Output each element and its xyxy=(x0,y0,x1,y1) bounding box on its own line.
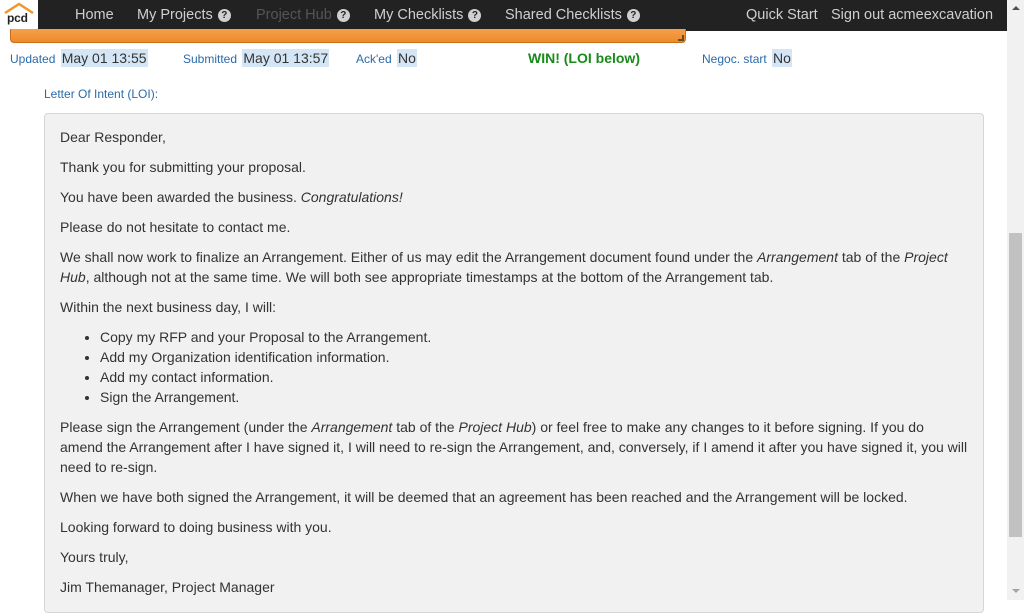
letter-p4-c: , although not at the same time. We will both see appropriate timestamps at the bottom of the Arrangement tab. xyxy=(85,269,774,285)
updated-label: Updated xyxy=(10,52,56,66)
orange-progress-bar xyxy=(10,29,686,43)
list-item: • Add my contact information. xyxy=(100,367,968,387)
letter-p2-em: Congratulations! xyxy=(300,189,403,205)
vertical-scrollbar[interactable] xyxy=(1007,0,1024,600)
submitted-label: Submitted xyxy=(183,52,238,66)
list-item: • Add my Organization identification information. xyxy=(100,347,968,367)
negoc-label: Negoc. start xyxy=(702,52,767,66)
letter-action-list xyxy=(100,327,968,407)
status-submitted xyxy=(183,49,329,69)
letter-p6-em2: Project Hub xyxy=(458,419,532,435)
help-icon[interactable]: ? xyxy=(468,9,481,22)
nav-my-checklists[interactable] xyxy=(374,0,481,31)
scroll-down-button[interactable] xyxy=(1007,583,1024,600)
nav-home[interactable] xyxy=(75,0,114,31)
letter-p4-a: We shall now work to finalize an Arrangement. Either of us may edit the Arrangement document found under the xyxy=(60,249,758,265)
letter-p4-em2: Project Hub xyxy=(60,249,948,285)
status-acked xyxy=(356,49,417,69)
list-item: • Sign the Arrangement. xyxy=(100,387,968,407)
letter-p6 xyxy=(60,417,968,477)
status-updated xyxy=(10,49,148,69)
nav-my-projects[interactable] xyxy=(137,0,231,31)
nav-home-label: Home xyxy=(75,7,114,23)
logo-text: pcd xyxy=(7,11,28,25)
resize-grip-icon[interactable] xyxy=(678,35,684,41)
letter-p6-b: tab of the xyxy=(392,419,459,435)
win-status: WIN! (LOI below) xyxy=(528,50,640,66)
nav-my-projects-label: My Projects xyxy=(137,7,213,23)
loi-label: Letter Of Intent (LOI): xyxy=(44,87,159,101)
nav-project-hub xyxy=(256,0,350,31)
nav-sign-out[interactable]: Sign out acmeexcavation xyxy=(831,7,994,23)
letter-p2 xyxy=(60,187,968,207)
nav-shared-checklists-label: Shared Checklists xyxy=(505,7,622,23)
help-icon[interactable]: ? xyxy=(218,9,231,22)
top-navbar xyxy=(0,0,1007,31)
letter-p7: When we have both signed the Arrangement, it will be deemed that an agreement has been reached and the Arrangement will be locked. xyxy=(60,489,908,505)
scroll-thumb[interactable] xyxy=(1009,233,1022,537)
acked-label: Ack'ed xyxy=(356,52,392,66)
letter-p1: Thank you for submitting your proposal. xyxy=(60,159,306,175)
nav-my-checklists-label: My Checklists xyxy=(374,7,464,23)
arrow-down-icon xyxy=(1012,589,1020,593)
letter-of-intent xyxy=(44,113,984,613)
pcd-logo[interactable] xyxy=(0,0,38,31)
status-negoc xyxy=(702,49,792,69)
help-icon[interactable]: ? xyxy=(337,9,350,22)
nav-project-hub-label: Project Hub xyxy=(256,7,332,23)
submitted-value: May 01 13:57 xyxy=(243,50,329,66)
updated-value: May 01 13:55 xyxy=(61,50,147,66)
letter-p6-em1: Arrangement xyxy=(311,419,393,435)
letter-greeting: Dear Responder, xyxy=(60,129,166,145)
letter-p8: Looking forward to doing business with you. xyxy=(60,519,332,535)
letter-p4 xyxy=(60,247,968,287)
negoc-value: No xyxy=(773,50,791,66)
letter-p6-c: ) or feel free to make any changes to it before signing. If you do amend the Arrangement after I have signed it, I will need to re-sign the Arrangement, and, conversely, if I amend it after you have signed it, you will need to re-sign. xyxy=(60,419,968,475)
letter-p5: Within the next business day, I will: xyxy=(60,299,277,315)
letter-p6-a: Please sign the Arrangement (under the xyxy=(60,419,312,435)
scroll-up-button[interactable] xyxy=(1007,0,1024,17)
letter-signature: Jim Themanager, Project Manager xyxy=(60,579,275,595)
help-icon[interactable]: ? xyxy=(627,9,640,22)
letter-p4-em1: Arrangement xyxy=(757,249,838,265)
nav-quick-start[interactable]: Quick Start xyxy=(746,7,818,23)
letter-p2-text: You have been awarded the business. xyxy=(60,189,301,205)
arrow-up-icon xyxy=(1012,6,1020,10)
letter-p3: Please do not hesitate to contact me. xyxy=(60,219,291,235)
nav-shared-checklists[interactable] xyxy=(505,0,640,31)
list-item: • Copy my RFP and your Proposal to the Arrangement. xyxy=(100,327,968,347)
acked-value: No xyxy=(398,50,416,66)
letter-closing: Yours truly, xyxy=(60,549,129,565)
letter-p4-b: tab of the xyxy=(837,249,905,265)
